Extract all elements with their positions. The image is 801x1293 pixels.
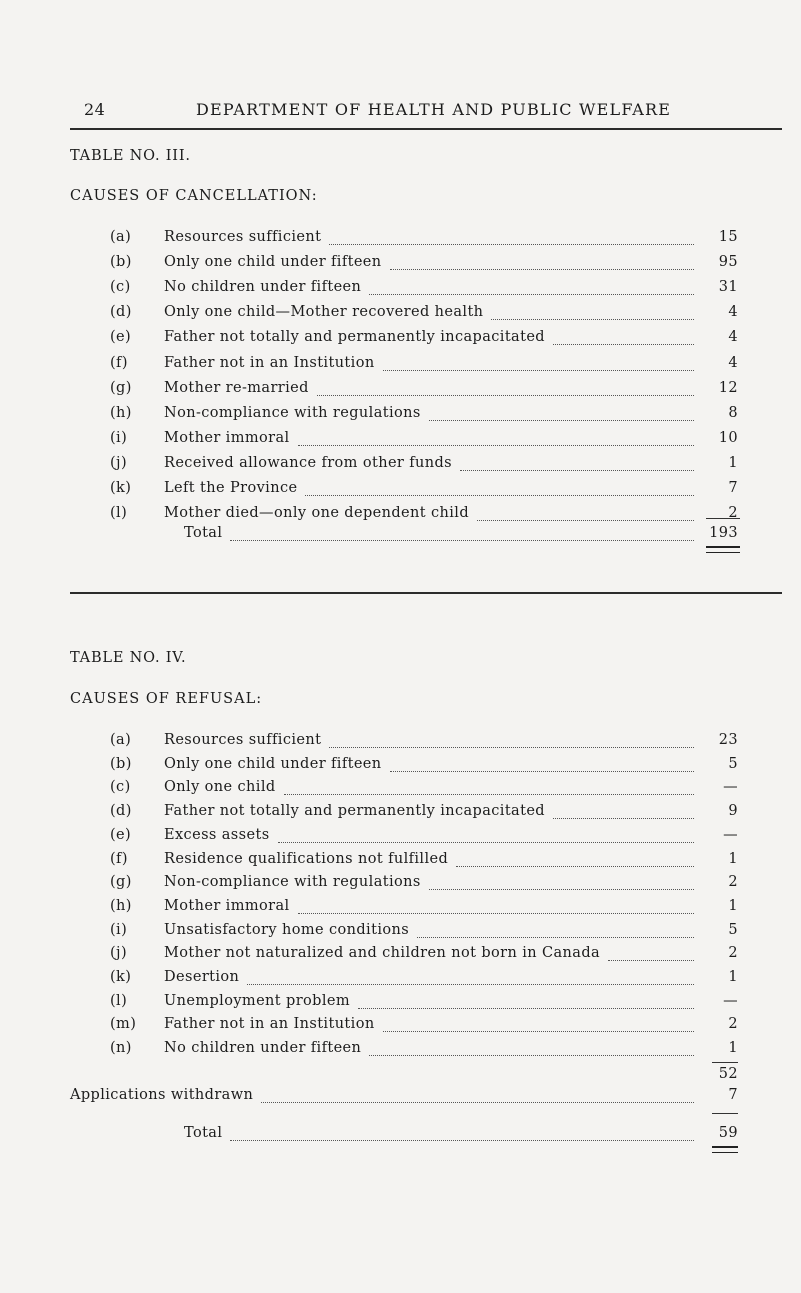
row-letter: (e): [110, 329, 132, 346]
table-row: [110, 254, 738, 276]
row-label: Resources sufficient: [164, 732, 322, 748]
subtotal-row: [110, 1066, 738, 1088]
section-divider: [70, 592, 782, 594]
dot-leader: [284, 794, 694, 795]
row-value: 2: [728, 945, 738, 962]
table-row: [110, 827, 738, 849]
table-4-heading: TABLE NO. IV.: [70, 650, 187, 666]
table-row: [110, 779, 738, 801]
row-letter: (c): [110, 279, 131, 296]
row-label: Resources sufficient: [164, 229, 322, 245]
row-value: 23: [718, 732, 738, 748]
running-title: DEPARTMENT OF HEALTH AND PUBLIC WELFARE: [196, 100, 672, 119]
row-letter: (k): [110, 969, 132, 985]
subtotal-value: 52: [718, 1066, 738, 1082]
row-label: No children under fifteen: [164, 1040, 362, 1057]
table-row: [110, 380, 738, 402]
dot-leader: [417, 937, 694, 938]
row-label: Desertion: [164, 969, 240, 985]
dot-leader: [390, 771, 694, 772]
row-label: Unemployment problem: [164, 992, 351, 1009]
dot-leader: [317, 395, 694, 396]
row-value: 8: [728, 404, 738, 421]
table-row: [110, 922, 738, 944]
row-letter: (i): [110, 429, 128, 446]
table-row: [110, 505, 738, 527]
dot-leader: [369, 1055, 694, 1056]
row-value: 5: [728, 755, 738, 772]
double-rule: [706, 546, 740, 553]
table-row: [110, 803, 738, 825]
dot-leader: [358, 1008, 694, 1009]
dot-leader: [230, 540, 694, 541]
dot-leader: [247, 984, 694, 985]
row-letter: (n): [110, 1040, 132, 1057]
row-letter: (g): [110, 379, 132, 396]
dot-leader: [278, 842, 694, 843]
total-label: Total: [184, 525, 223, 541]
sum-rule: [712, 1062, 738, 1063]
table-row: [110, 969, 738, 991]
row-label: Only one child under fifteen: [164, 755, 382, 772]
withdrawn-label: Applications withdrawn: [70, 1087, 254, 1103]
row-label: Unsatisfactory home conditions: [164, 921, 410, 938]
dot-leader: [383, 1031, 694, 1032]
row-label: Father not in an Institution: [164, 1016, 375, 1033]
dot-leader: [305, 495, 694, 496]
dot-leader: [429, 889, 694, 890]
table-4-subheading: CAUSES OF REFUSAL:: [70, 691, 263, 707]
table-row: [110, 355, 738, 377]
table-row: [110, 993, 738, 1015]
sum-rule: [712, 1113, 738, 1114]
table-row: [110, 945, 738, 967]
table-row: [110, 430, 738, 452]
table-row: [110, 405, 738, 427]
dot-leader: [553, 344, 694, 345]
row-letter: (k): [110, 480, 132, 496]
row-letter: (h): [110, 897, 132, 914]
row-letter: (i): [110, 921, 128, 938]
row-label: Mother not naturalized and children not born in Canada: [164, 945, 601, 962]
row-value: 15: [718, 229, 738, 245]
table-row: [110, 898, 738, 920]
table-row: [110, 304, 738, 326]
table-row: [110, 732, 738, 754]
row-value: 4: [728, 304, 738, 321]
row-value: 1: [728, 897, 738, 914]
row-letter: (a): [110, 732, 132, 748]
row-value: 2: [728, 505, 738, 522]
table-row: [110, 229, 738, 251]
row-letter: (j): [110, 945, 128, 962]
row-letter: (j): [110, 454, 128, 471]
row-letter: (f): [110, 850, 128, 867]
page-header: [0, 94, 801, 130]
total-value: 193: [709, 525, 738, 541]
dot-leader: [329, 747, 694, 748]
row-letter: (m): [110, 1016, 137, 1033]
row-value: 4: [728, 329, 738, 346]
table-row: [110, 874, 738, 896]
dot-leader: [429, 420, 694, 421]
row-label: Only one child under fifteen: [164, 254, 382, 271]
row-letter: (b): [110, 254, 132, 271]
table-row: [110, 851, 738, 873]
row-letter: (a): [110, 229, 132, 245]
row-letter: (g): [110, 874, 132, 891]
total-row: [184, 1125, 738, 1147]
dot-leader: [608, 960, 694, 961]
table-row: [110, 1016, 738, 1038]
row-letter: (c): [110, 779, 131, 796]
dot-leader: [383, 370, 694, 371]
row-label: Non-compliance with regulations: [164, 874, 421, 891]
table-row: [110, 329, 738, 351]
row-value: 95: [718, 254, 738, 271]
total-label: Total: [184, 1125, 223, 1141]
sum-rule: [706, 518, 740, 519]
row-value: 9: [728, 803, 738, 820]
row-letter: (l): [110, 992, 128, 1009]
double-rule: [712, 1146, 738, 1153]
table-row: [110, 480, 738, 502]
row-label: Received allowance from other funds: [164, 454, 453, 471]
table-3-subheading: CAUSES OF CANCELLATION:: [70, 188, 318, 204]
dot-leader: [261, 1102, 694, 1103]
dot-leader: [460, 470, 694, 471]
row-label: Father not totally and permanently incapacitated: [164, 803, 545, 820]
table-row: [110, 279, 738, 301]
row-label: Left the Province: [164, 480, 298, 496]
row-label: Mother immoral: [164, 429, 290, 446]
row-label: Father not totally and permanently incapacitated: [164, 329, 545, 346]
dot-leader: [230, 1140, 694, 1141]
dot-leader: [329, 244, 694, 245]
table-3-heading: TABLE NO. III.: [70, 148, 191, 164]
row-value: 1: [728, 850, 738, 867]
row-letter: (d): [110, 803, 132, 820]
row-label: Father not in an Institution: [164, 354, 375, 371]
row-value: —: [723, 779, 738, 796]
dot-leader: [298, 913, 694, 914]
withdrawn-value: 7: [728, 1087, 738, 1103]
row-value: 5: [728, 921, 738, 938]
row-label: Mother immoral: [164, 897, 290, 914]
row-letter: (e): [110, 826, 132, 843]
total-value: 59: [718, 1125, 738, 1141]
row-value: 10: [718, 429, 738, 446]
header-rule: [70, 128, 782, 130]
page-number: 24: [84, 100, 106, 119]
row-letter: (f): [110, 354, 128, 371]
row-value: 1: [728, 1040, 738, 1057]
row-value: 1: [728, 454, 738, 471]
row-label: Residence qualifications not fulfilled: [164, 850, 449, 867]
row-value: 1: [728, 969, 738, 985]
table-row: [110, 455, 738, 477]
dot-leader: [553, 818, 694, 819]
row-letter: (d): [110, 304, 132, 321]
row-value: 4: [728, 354, 738, 371]
table-row: [110, 1040, 738, 1062]
row-label: Only one child: [164, 779, 276, 796]
row-label: Non-compliance with regulations: [164, 404, 421, 421]
row-value: 2: [728, 1016, 738, 1033]
row-label: Mother re-married: [164, 379, 309, 396]
row-letter: (b): [110, 755, 132, 772]
dot-leader: [491, 319, 694, 320]
row-value: 7: [728, 480, 738, 496]
dot-leader: [369, 294, 694, 295]
withdrawn-row: [70, 1087, 738, 1109]
row-label: Only one child—Mother recovered health: [164, 304, 484, 321]
dot-leader: [477, 520, 694, 521]
row-value: 31: [718, 279, 738, 296]
row-letter: (l): [110, 505, 128, 522]
row-value: 2: [728, 874, 738, 891]
dot-leader: [298, 445, 694, 446]
row-value: —: [723, 992, 738, 1009]
row-value: —: [723, 826, 738, 843]
row-value: 12: [718, 379, 738, 396]
row-label: No children under fifteen: [164, 279, 362, 296]
row-label: Excess assets: [164, 826, 270, 843]
table-row: [184, 525, 738, 547]
dot-leader: [456, 866, 694, 867]
row-label: Mother died—only one dependent child: [164, 505, 470, 522]
table-row: [110, 756, 738, 778]
dot-leader: [390, 269, 694, 270]
row-letter: (h): [110, 404, 132, 421]
